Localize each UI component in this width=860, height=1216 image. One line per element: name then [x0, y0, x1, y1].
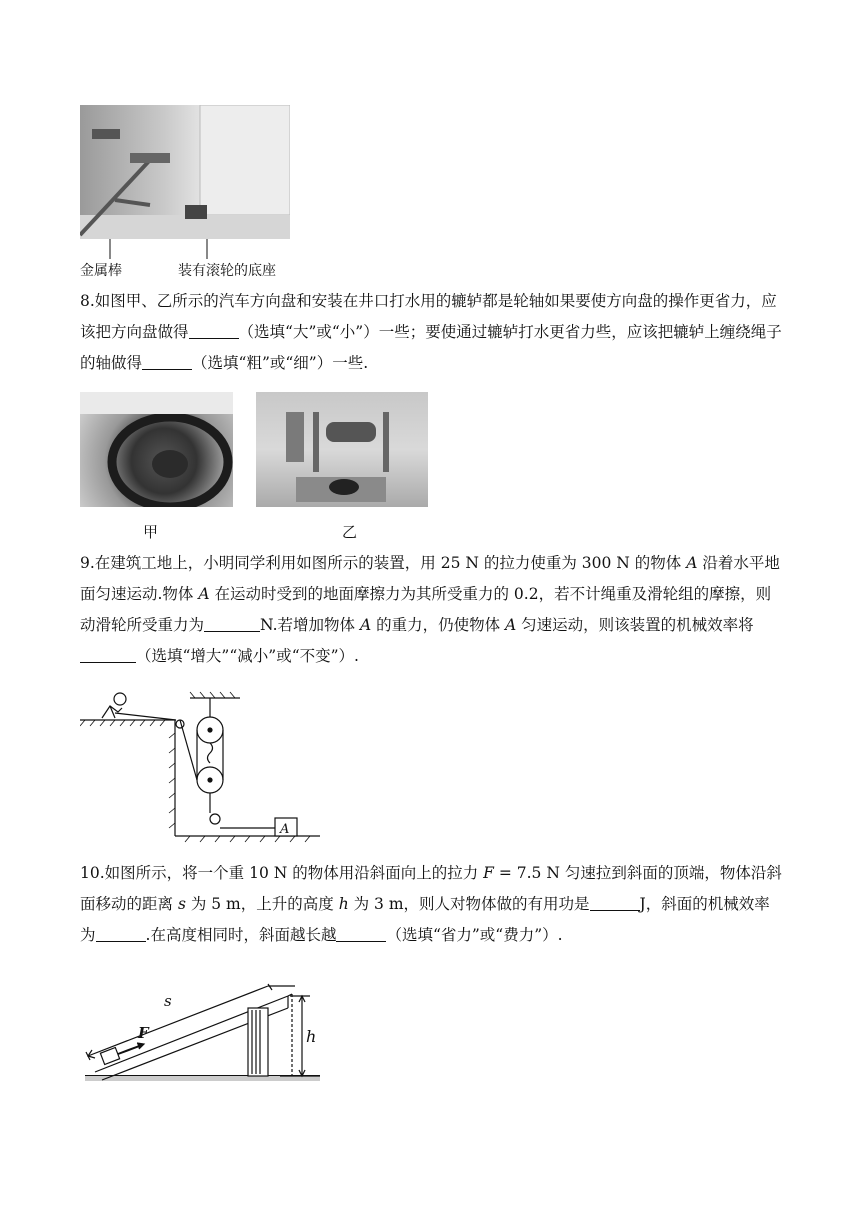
q8-text-2: （选填“大”或“小”）一些；要使通过辘轳打水更省力些，应该把辘轳上缠绕绳子的轴做得 [80, 323, 782, 372]
q10-blank-1[interactable] [590, 895, 640, 912]
q8-text-3: （选填“粗”或“细”）一些. [192, 354, 369, 372]
q10-number: 10. [80, 864, 105, 882]
q10-var-f: F [483, 864, 494, 882]
q9-number: 9. [80, 554, 95, 572]
fig7-illustration [80, 105, 290, 239]
q9-blank-2[interactable] [80, 647, 136, 664]
q10-text-5: J，斜面的机械效率为 [80, 895, 770, 944]
q9-blank-1[interactable] [204, 616, 260, 633]
q8-blank-2[interactable] [142, 354, 192, 371]
q9-text-5: 的重力，仍使物体 [371, 616, 506, 634]
incline-diagram [80, 968, 330, 1086]
q8-number: 8. [80, 292, 95, 310]
pulley-block-label: A [280, 822, 290, 837]
q10-blank-3[interactable] [336, 926, 386, 943]
q9-var-a: A [505, 616, 517, 634]
question-9 [80, 548, 782, 672]
q10-var-s: s [177, 895, 186, 913]
q10-text-1: 如图所示，将一个重 10 N 的物体用沿斜面向上的拉力 [104, 864, 484, 882]
q8-text-1: 如图甲、乙所示的汽车方向盘和安装在井口打水用的辘轳都是轮轴如果要使方向盘的操作更省力，应该把方向盘做得 [80, 292, 777, 341]
q9-var-a: A [686, 554, 698, 572]
q10-text-2: = 7.5 N 匀速拉到斜面的顶端，物体沿斜面移动的距离 [80, 864, 782, 913]
q8-caption-left: 甲 [143, 523, 159, 541]
q9-text-1: 在建筑工地上，小明同学利用如图所示的装置，用 25 N 的拉力使重为 300 N 的物体 [94, 554, 687, 572]
q10-text-6: .在高度相同时，斜面越长越 [145, 926, 337, 944]
incline-label-f: F [138, 1024, 149, 1042]
q10-blank-2[interactable] [96, 926, 146, 943]
q10-var-h: h [338, 895, 349, 913]
q10-text-4: 为 3 m，则人对物体做的有用功是 [348, 895, 590, 913]
q9-text-3: 在运动时受到的地面摩擦力为其所受重力的 0.2，若不计绳重及滑轮组的摩擦，则动滑轮所受重力为 [80, 585, 772, 634]
q9-var-a: A [359, 616, 372, 634]
q9-text-6: 匀速运动，则该装置的机械效率将 [516, 616, 754, 634]
windlass-photo [256, 392, 428, 507]
question-8 [80, 286, 782, 379]
q9-text-4: N.若增加物体 [260, 616, 360, 634]
q8-blank-1[interactable] [189, 323, 239, 340]
windlass-illustration [256, 392, 428, 507]
q9-var-a: A [198, 585, 210, 603]
q10-text-7: （选填“省力”或“费力”）. [386, 926, 563, 944]
q10-text-3: 为 5 m，上升的高度 [185, 895, 339, 913]
incline-label-h: h [306, 1027, 317, 1046]
q9-text-7: （选填“增大”“减小”或“不变”）. [136, 647, 359, 665]
fig7-leader-lines [80, 239, 300, 263]
fig7-label-left: 金属棒 [80, 263, 122, 279]
steering-wheel-photo [80, 392, 233, 507]
fig7-label-right: 装有滚轮的底座 [178, 263, 276, 279]
q9-text-2: 沿着水平地面匀速运动.物体 [80, 554, 780, 603]
fig7-photo [80, 105, 290, 239]
q8-caption-right: 乙 [342, 523, 358, 541]
steering-wheel-illustration [80, 392, 233, 507]
pulley-diagram [80, 688, 330, 848]
question-10 [80, 858, 782, 951]
incline-label-s: s [164, 992, 172, 1010]
